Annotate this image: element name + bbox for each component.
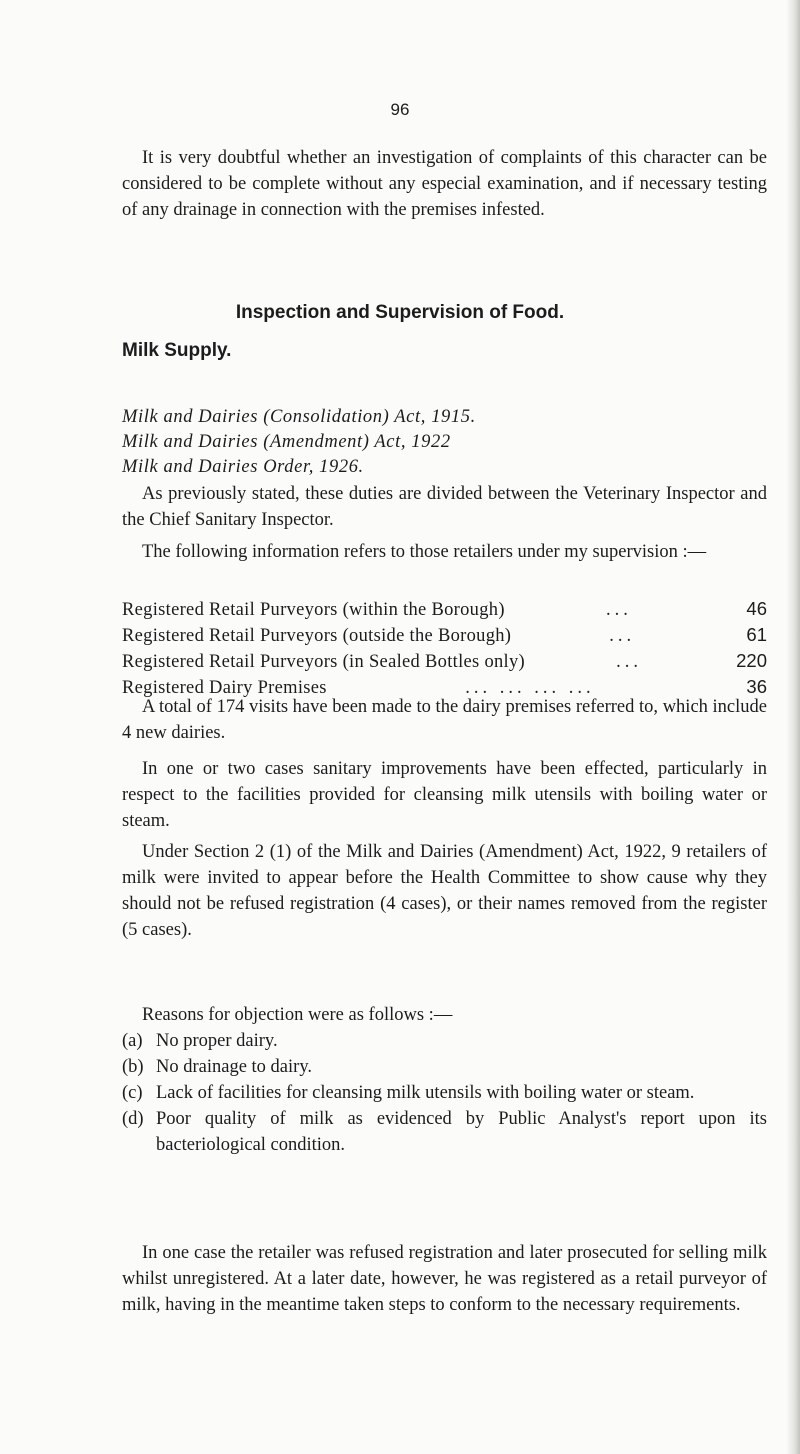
section-heading: Inspection and Supervision of Food. [235,302,565,323]
reason-text: Lack of facilities for cleansing milk utensils with boiling water or steam. [156,1083,695,1103]
act-title: Milk and Dairies (Consolidation) Act, 1915. [122,407,476,427]
reason-text: Poor quality of milk as evidenced by Public Analyst's report upon its bacteriological condition. [156,1109,767,1155]
page-edge-shadow [786,0,800,1454]
leader-dots: ... [616,652,642,672]
visits-paragraph: A total of 174 visits have been made to the dairy premises referred to, which include 4 new dairies. [122,697,767,743]
register-row [122,648,767,674]
section2-paragraph: Under Section 2 (1) of the Milk and Dairies (Amendment) Act, 1922, 9 retailers of milk were invited to appear before the Health Committee to show cause why they should not be refused registration (4 cases), or their names removed from the register (5 cases). [122,842,767,940]
intro-paragraph: It is very doubtful whether an investigation of complaints of this character can be considered to be complete without any especial examination, and if necessary testing of any drainage in connection with the premises infested. [122,148,767,220]
reasons-list [122,1028,767,1158]
subsection-heading: Milk Supply. [122,340,232,361]
page-number: 96 [390,100,410,119]
reason-item [122,1028,767,1054]
reason-text: No proper dairy. [156,1031,278,1051]
act-title: Milk and Dairies Order, 1926. [122,457,364,477]
following-paragraph: The following information refers to those retailers under my supervision :— [142,542,707,562]
duties-paragraph: As previously stated, these duties are divided between the Veterinary Inspector and the Chief Sanitary Inspector. [122,484,767,530]
reasons-intro: Reasons for objection were as follows :— [142,1005,453,1025]
reason-marker: (a) [122,1031,143,1051]
register-count: 36 [746,676,767,697]
register-label: Registered Retail Purveyors (within the Borough) [122,600,505,620]
leader-dots: ... ... ... ... [465,678,595,698]
act-title: Milk and Dairies (Amendment) Act, 1922 [122,432,451,452]
reason-marker: (c) [122,1083,143,1103]
reason-item [122,1080,767,1106]
reason-text: No drainage to dairy. [156,1057,312,1077]
register-count: 61 [746,624,767,645]
leader-dots: ... [609,626,636,646]
reason-item [122,1106,767,1158]
final-paragraph: In one case the retailer was refused registration and later prosecuted for selling milk whilst unregistered. At a later date, however, he was registered as a retail purveyor of milk, having in the meantime taken steps to conform to the necessary requirements. [122,1243,767,1315]
leader-dots: ... [605,600,632,620]
register-table [122,596,767,700]
register-label: Registered Retail Purveyors (outside the Borough) [122,626,512,646]
register-count: 220 [736,650,767,671]
register-label: Registered Retail Purveyors (in Sealed Bottles only) [122,652,525,672]
register-row [122,622,767,648]
register-count: 46 [746,598,767,619]
register-label: Registered Dairy Premises [122,678,327,698]
reason-item [122,1054,767,1080]
improvements-paragraph: In one or two cases sanitary improvements have been effected, particularly in respect to the facilities provided for cleansing milk utensils with boiling water or steam. [122,759,767,831]
acts-list [122,405,476,480]
reason-marker: (d) [122,1109,144,1129]
register-row [122,596,767,622]
reason-marker: (b) [122,1057,144,1077]
